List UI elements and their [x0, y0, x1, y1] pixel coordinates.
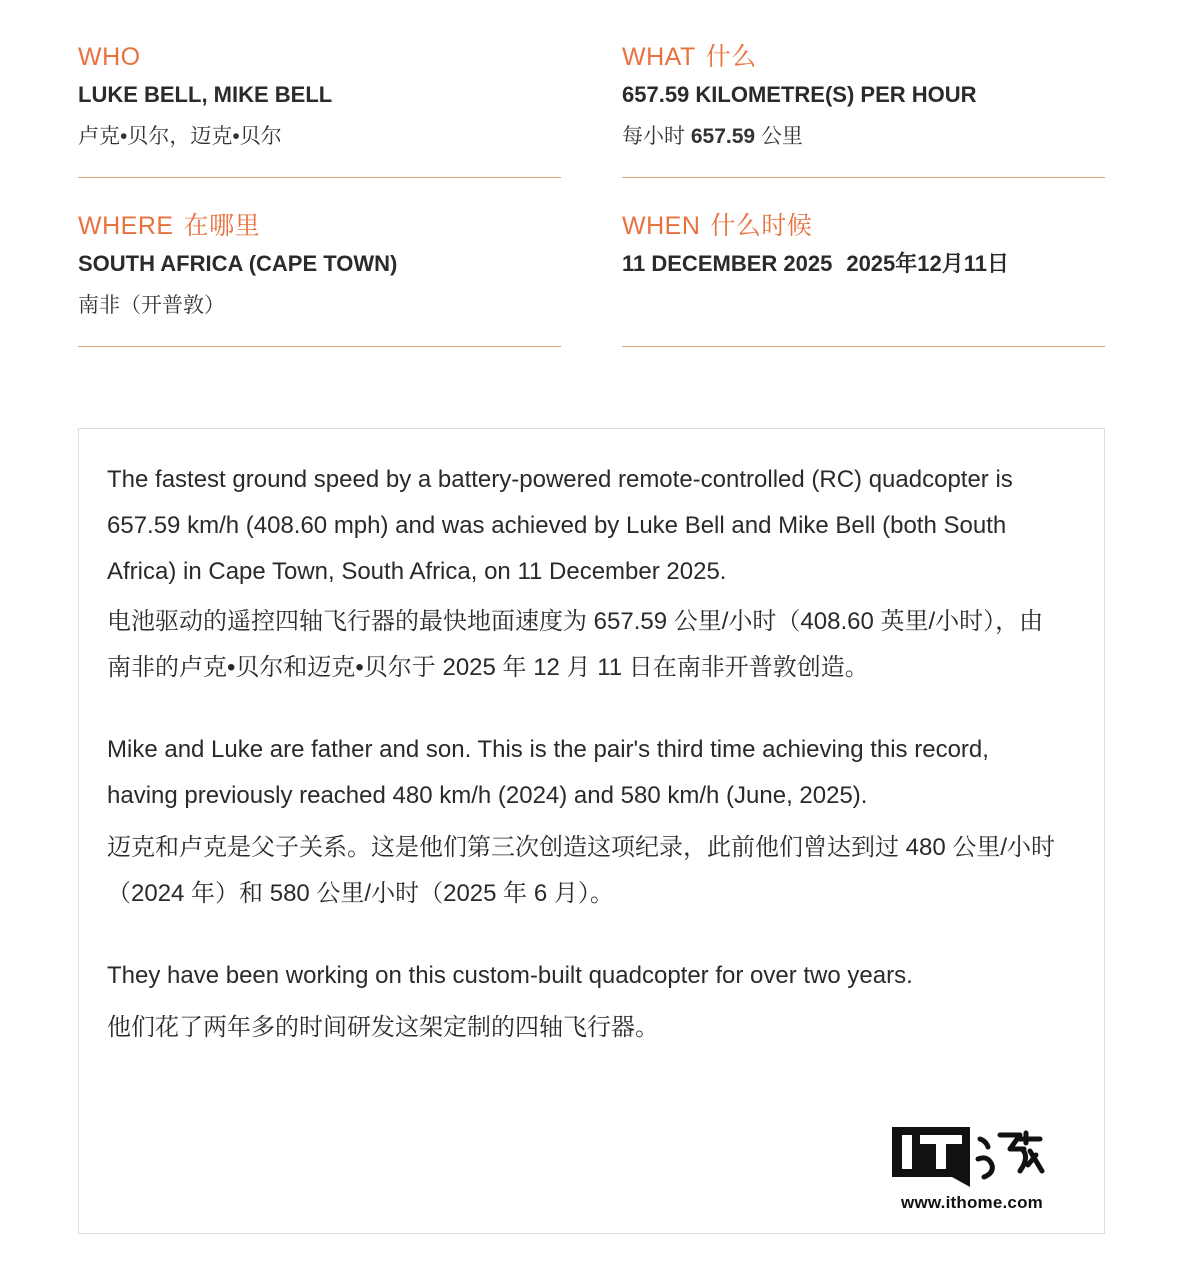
fact-where-label: [78, 209, 561, 243]
fact-when-label-en: WHEN: [622, 212, 701, 240]
fact-what-sub: [622, 122, 1105, 152]
fact-where: [78, 209, 561, 347]
fact-what-sub-prefix: 每小时: [622, 125, 685, 148]
fact-who-value: LUKE BELL, MIKE BELL: [78, 82, 333, 107]
fact-when-value-en: 11 DECEMBER 2025: [622, 251, 833, 276]
description-p1-en: The fastest ground speed by a battery-powered remote-controlled (RC) quadcopter is 657.59 km/h (408.60 mph) and was achieved by Luke Bell and Mike Bell (both South Africa) in Cape Town, South Africa, on 11 December 2025.: [107, 466, 1013, 585]
description-p2-zh: 迈克和卢克是父子关系。这是他们第三次创造这项纪录，此前他们曾达到过 480 公里/小时（2024 年）和 580 公里/小时（2025 年 6 月）。: [107, 834, 1056, 907]
fact-what-sub-number: 657.59: [690, 125, 756, 148]
fact-who-label-en: WHO: [78, 43, 141, 71]
fact-when-value-zh: 2025年12月11日: [846, 251, 1009, 276]
description-p2-en: Mike and Luke are father and son. This is the pair's third time achieving this record, having previously reached 480 km/h (2024) and 580 km/h (June, 2025).: [107, 736, 989, 809]
description-p1-zh: 电池驱动的遥控四轴飞行器的最快地面速度为 657.59 公里/小时（408.60 英里/小时），由南非的卢克•贝尔和迈克•贝尔于 2025 年 12 月 11 日在南非开普敦创造。: [107, 608, 1044, 681]
ithome-logo-icon: [892, 1125, 1052, 1187]
ithome-watermark: [892, 1125, 1052, 1217]
ithome-url: www.ithome.com: [901, 1193, 1043, 1212]
fact-what-label-zh: 什么: [705, 43, 757, 71]
fact-what-sub-suffix: 公里: [760, 125, 803, 148]
fact-where-label-zh: 在哪里: [183, 212, 261, 240]
fact-when: [622, 209, 1105, 347]
fact-when-value: [622, 249, 1105, 279]
fact-what-label-en: WHAT: [622, 43, 696, 71]
fact-who-sub: 卢克•贝尔，迈克•贝尔: [78, 125, 282, 148]
fact-what-value: 657.59 KILOMETRE(S) PER HOUR: [622, 82, 977, 107]
fact-where-label-en: WHERE: [78, 212, 174, 240]
fact-when-label-zh: 什么时候: [710, 212, 813, 240]
fact-who-label: [78, 40, 561, 74]
fact-when-label: [622, 209, 1105, 243]
description-p3-zh: 他们花了两年多的时间研发这架定制的四轴飞行器。: [107, 1014, 659, 1041]
fact-where-sub: 南非（开普敦）: [78, 294, 225, 317]
record-description: [78, 428, 1105, 1234]
paragraph-gap: [107, 917, 1064, 953]
fact-who: [78, 40, 561, 178]
fact-what: [622, 40, 1105, 178]
paragraph-gap: [107, 691, 1064, 727]
fact-where-value: SOUTH AFRICA (CAPE TOWN): [78, 251, 398, 276]
fact-what-label: [622, 40, 1105, 74]
description-p3-en: They have been working on this custom-built quadcopter for over two years.: [107, 962, 913, 989]
